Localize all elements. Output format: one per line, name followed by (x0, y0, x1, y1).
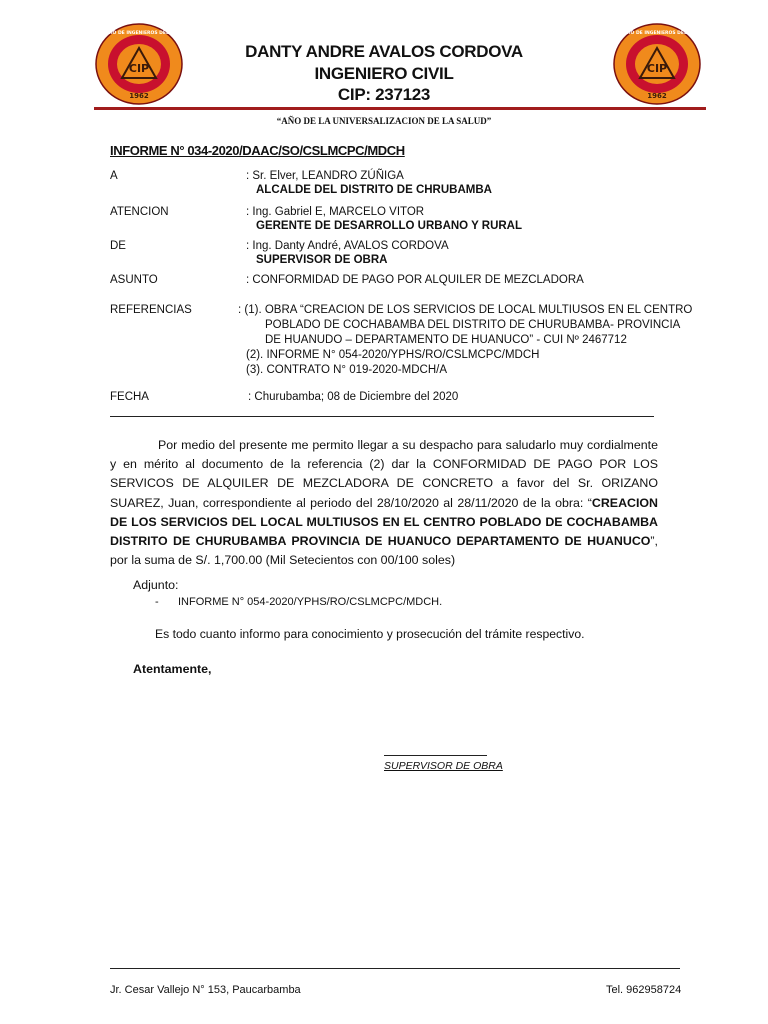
ref1-line2: POBLADO DE COCHABAMBA DEL DISTRITO DE CHURUBAMBA- PROVINCIA (265, 319, 681, 331)
engineer-cip: CIP: 237123 (337, 85, 431, 104)
ref1-line3: DE HUANUDO – DEPARTAMENTO DE HUANUCO” - CUI Nº 2467712 (265, 334, 627, 346)
atentamente: Atentamente, (133, 662, 212, 676)
field-asunto-label: ASUNTO (110, 274, 158, 286)
field-de-label: DE (110, 240, 126, 252)
body-text-1: Por medio del presente me permito llegar a su despacho para saludarlo muy cordialmente y en mérito al documento de la referencia (2) dar la CONFORMIDAD DE PAGO POR LOS SERVICOS DE ALQUILER DE MEZCLADORA DE CONCRETO a favor del Sr. ORIZANO SUAREZ, Juan, correspondiente al periodo del 28/10/2020 al 28/11/2020 de la obra: “ (110, 438, 658, 510)
field-a-role: ALCALDE DEL DISTRITO DE CHRUBAMBA (256, 184, 492, 196)
signature-line (384, 755, 487, 756)
footer-divider (110, 968, 680, 969)
logo-year-text: 1962 (129, 92, 149, 100)
field-atencion-value: : Ing. Gabriel E, MARCELO VITOR (246, 206, 425, 218)
logo-caption-text: COLEGIO DE INGENIEROS DEL PERU (94, 31, 184, 36)
body-text-2: ”, por la suma de S/. 1,700.00 (Mil Setecientos con 00/100 soles) (110, 534, 658, 568)
field-de-role: SUPERVISOR DE OBRA (256, 254, 388, 266)
field-de-value: : Ing. Danty André, AVALOS CORDOVA (246, 240, 449, 252)
ref1-line1: : (1). OBRA “CREACION DE LOS SERVICIOS DE LOCAL MULTIUSOS EN EL CENTRO (238, 304, 693, 316)
closing-text: Es todo cuanto informo para conocimiento y prosecución del trámite respectivo. (155, 627, 585, 641)
logo-year-text: 1962 (647, 92, 667, 100)
adjunto-label: Adjunto: (133, 578, 179, 592)
header-divider (94, 107, 706, 110)
engineer-name: DANTY ANDRE AVALOS CORDOVA (245, 42, 523, 61)
report-number: INFORME N° 034-2020/DAAC/SO/CSLMCPC/MDCH (110, 143, 405, 158)
field-fecha-label: FECHA (110, 391, 149, 403)
ref3: (3). CONTRATO N° 019-2020-MDCH/A (246, 364, 447, 376)
adjunto-dash: - (155, 596, 159, 608)
field-atencion-role: GERENTE DE DESARROLLO URBANO Y RURAL (256, 220, 523, 232)
field-referencias-label: REFERENCIAS (110, 304, 192, 316)
field-fecha-value: : Churubamba; 08 de Diciembre del 2020 (248, 391, 459, 403)
logo-mark-text: CIP (128, 62, 150, 75)
body-paragraph (110, 436, 658, 570)
logo-mark-text: CIP (646, 62, 668, 75)
field-a-label: A (110, 170, 118, 182)
ref2: (2). INFORME N° 054-2020/YPHS/RO/CSLMCPC/MDCH (246, 349, 540, 361)
signature-label: SUPERVISOR DE OBRA (384, 760, 503, 772)
field-asunto-value: : CONFORMIDAD DE PAGO POR ALQUILER DE MEZCLADORA (246, 274, 584, 286)
footer-address: Jr. Cesar Vallejo N° 153, Paucarbamba (110, 984, 301, 996)
field-a-value: : Sr. Elver, LEANDRO ZÚÑIGA (246, 170, 404, 182)
adjunto-item: INFORME N° 054-2020/YPHS/RO/CSLMCPC/MDCH. (178, 596, 443, 608)
field-atencion-label: ATENCION (110, 206, 169, 218)
body-text-bold: CREACION DE LOS SERVICIOS DEL LOCAL MULTIUSOS EN EL CENTRO POBLADO DE COCHABAMBA DISTRITO DE CHURUBAMBA PROVINCIA DE HUANUCO DEPARTAMENTO DE HUANUCO (110, 495, 658, 549)
fields-divider (110, 416, 654, 417)
footer-phone: Tel. 962958724 (606, 984, 682, 996)
logo-caption-text: COLEGIO DE INGENIEROS DEL PERU (612, 31, 702, 36)
year-motto: “AÑO DE LA UNIVERSALIZACION DE LA SALUD” (276, 116, 492, 126)
engineer-title: INGENIERO CIVIL (314, 64, 454, 83)
